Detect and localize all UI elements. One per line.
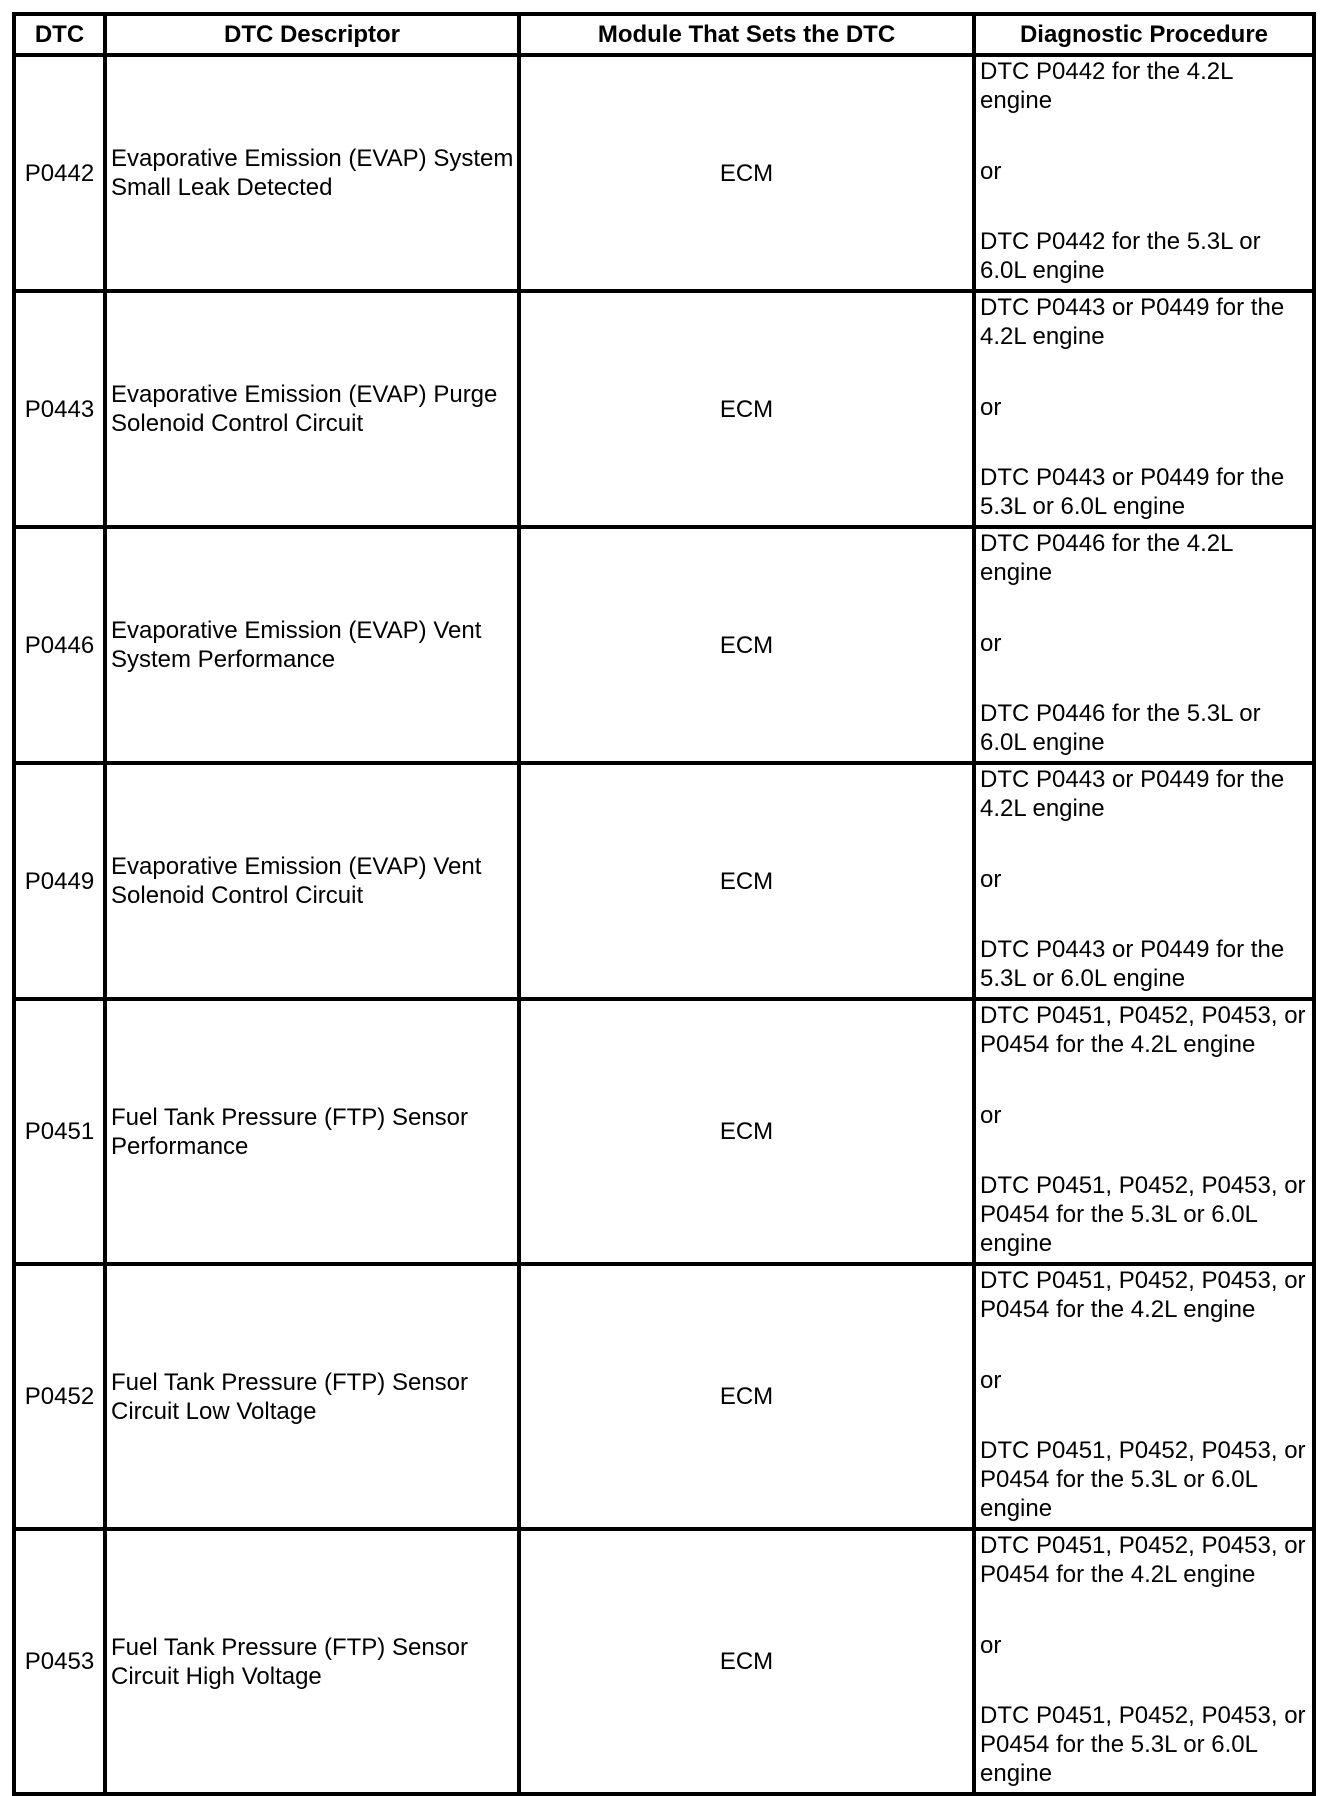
dtc-module: ECM: [519, 1264, 974, 1529]
procedure-first: DTC P0442 for the 4.2L engine: [980, 58, 1233, 114]
procedure-second: DTC P0443 or P0449 for the 5.3L or 6.0L engine: [980, 936, 1285, 992]
dtc-module: ECM: [519, 763, 974, 999]
dtc-code: P0449: [14, 763, 105, 999]
dtc-descriptor: Fuel Tank Pressure (FTP) Sensor Performance: [105, 999, 519, 1264]
dtc-module: ECM: [519, 999, 974, 1264]
diagnostic-procedure: [974, 763, 1314, 999]
procedure-first: DTC P0443 or P0449 for the 4.2L engine: [980, 766, 1285, 822]
procedure-first: DTC P0443 or P0449 for the 4.2L engine: [980, 294, 1285, 350]
dtc-module: ECM: [519, 1529, 974, 1794]
procedure-second: DTC P0443 or P0449 for the 5.3L or 6.0L engine: [980, 464, 1285, 520]
table-row: [14, 999, 1314, 1264]
dtc-code: P0451: [14, 999, 105, 1264]
table-row: [14, 55, 1314, 291]
dtc-code: P0442: [14, 55, 105, 291]
table-header: [14, 14, 1314, 55]
dtc-descriptor: Evaporative Emission (EVAP) Purge Solenoid Control Circuit: [105, 291, 519, 527]
diagnostic-procedure: [974, 999, 1314, 1264]
header-row: [14, 14, 1314, 55]
table-row: [14, 527, 1314, 763]
dtc-descriptor: Evaporative Emission (EVAP) Vent System Performance: [105, 527, 519, 763]
procedure-first: DTC P0451, P0452, P0453, or P0454 for the 4.2L engine: [980, 1002, 1306, 1058]
table-row: [14, 763, 1314, 999]
dtc-module: ECM: [519, 291, 974, 527]
header-procedure: Diagnostic Procedure: [974, 14, 1314, 55]
dtc-code: P0443: [14, 291, 105, 527]
procedure-second: DTC P0451, P0452, P0453, or P0454 for the 5.3L or 6.0L engine: [980, 1172, 1306, 1257]
procedure-second: DTC P0451, P0452, P0453, or P0454 for the 5.3L or 6.0L engine: [980, 1702, 1306, 1787]
procedure-or: or: [980, 1366, 1002, 1394]
dtc-module: ECM: [519, 55, 974, 291]
procedure-first: DTC P0451, P0452, P0453, or P0454 for the 4.2L engine: [980, 1267, 1306, 1323]
procedure-first: DTC P0451, P0452, P0453, or P0454 for the 4.2L engine: [980, 1532, 1306, 1588]
diagnostic-procedure: [974, 1529, 1314, 1794]
dtc-descriptor: Evaporative Emission (EVAP) System Small Leak Detected: [105, 55, 519, 291]
header-module: Module That Sets the DTC: [519, 14, 974, 55]
dtc-descriptor: Evaporative Emission (EVAP) Vent Solenoid Control Circuit: [105, 763, 519, 999]
dtc-code: P0453: [14, 1529, 105, 1794]
procedure-or: or: [980, 1101, 1002, 1129]
diagnostic-procedure: [974, 55, 1314, 291]
dtc-descriptor: Fuel Tank Pressure (FTP) Sensor Circuit Low Voltage: [105, 1264, 519, 1529]
procedure-second: DTC P0451, P0452, P0453, or P0454 for the 5.3L or 6.0L engine: [980, 1437, 1306, 1522]
table-row: [14, 291, 1314, 527]
dtc-code: P0446: [14, 527, 105, 763]
procedure-second: DTC P0442 for the 5.3L or 6.0L engine: [980, 228, 1261, 284]
diagnostic-procedure: [974, 291, 1314, 527]
procedure-or: or: [980, 157, 1002, 185]
procedure-or: or: [980, 393, 1002, 421]
table-row: [14, 1529, 1314, 1794]
diagnostic-procedure: [974, 1264, 1314, 1529]
procedure-or: or: [980, 1631, 1002, 1659]
header-dtc: DTC: [14, 14, 105, 55]
dtc-code: P0452: [14, 1264, 105, 1529]
procedure-first: DTC P0446 for the 4.2L engine: [980, 530, 1233, 586]
dtc-table: [12, 12, 1316, 1796]
procedure-or: or: [980, 629, 1002, 657]
table-body: [14, 55, 1314, 1794]
diagnostic-procedure: [974, 527, 1314, 763]
dtc-module: ECM: [519, 527, 974, 763]
procedure-or: or: [980, 865, 1002, 893]
dtc-descriptor: Fuel Tank Pressure (FTP) Sensor Circuit High Voltage: [105, 1529, 519, 1794]
table-row: [14, 1264, 1314, 1529]
header-descriptor: DTC Descriptor: [105, 14, 519, 55]
procedure-second: DTC P0446 for the 5.3L or 6.0L engine: [980, 700, 1261, 756]
